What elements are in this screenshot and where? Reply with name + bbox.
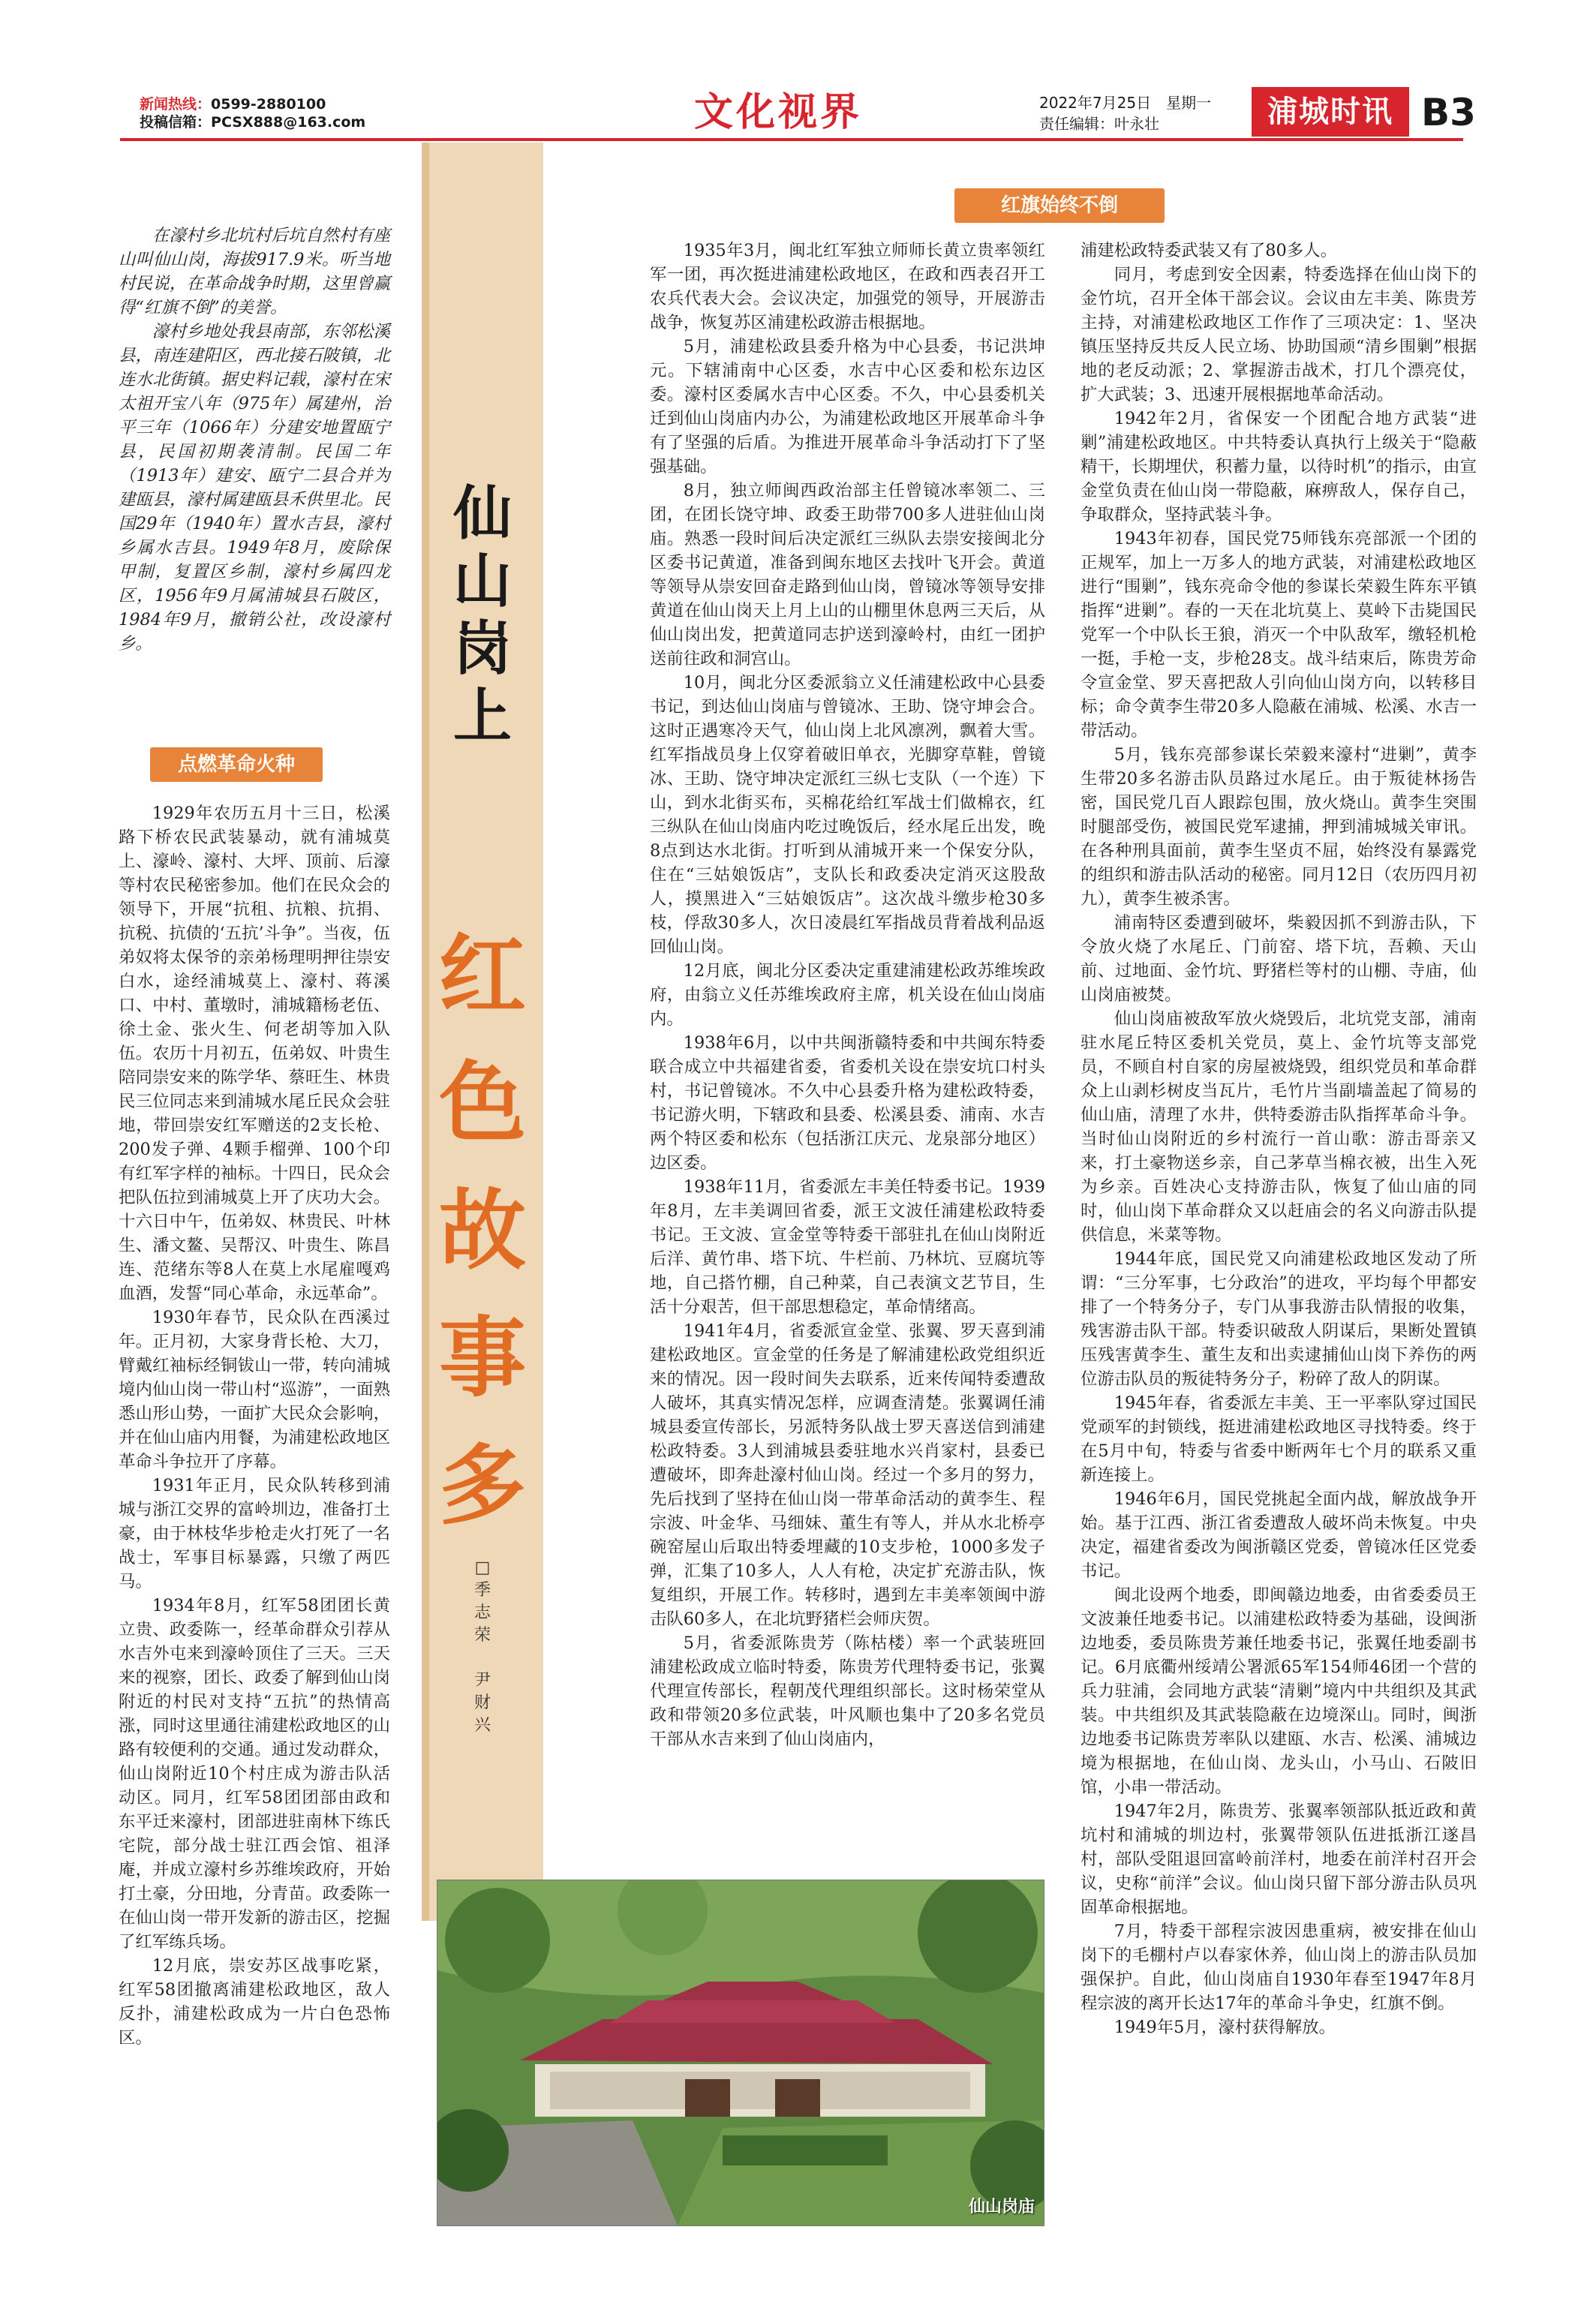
paragraph: 1935年3月，闽北红军独立师师长黄立贵率领红军一团，再次挺进浦建松政地区，在政和西表召开工农兵代表大会。会议决定，加强党的领导，开展游击战争，恢复苏区浦建松政游击根据地。 xyxy=(650,241,1045,332)
headline-main-char: 上 xyxy=(452,683,512,750)
headline-red-char: 故 xyxy=(439,1180,526,1282)
temple-photo xyxy=(437,1880,1044,2226)
column-3-body xyxy=(1081,239,1477,2039)
paragraph: 7月，特委干部程宗波因患重病，被安排在仙山岗下的毛棚村卢以春家休养，仙山岗上的游击队员加强保护。自此，仙山岗庙自1930年春至1947年8月程宗波的离开长达17年的革命斗争史，红旗不倒。 xyxy=(1081,1922,1477,2013)
byline-char: 尹 xyxy=(473,1671,491,1690)
intro-paragraph: 在濠村乡北坑村后坑自然村有座山叫仙山岗，海拔917.9米。听当地村民说，在革命战争时期，这里曾赢得“红旗不倒”的美誉。 xyxy=(119,226,390,317)
temple-photo-illustration xyxy=(437,1880,1044,2225)
paragraph: 10月，闽北分区委派翁立义任浦建松政中心县委书记，到达仙山岗庙与曾镜冰、王助、饶守坤会合。这时正遇寒冷天气，仙山岗上北风凛冽，飘着大雪。红军指战员身上仅穿着破旧单衣，光脚穿草鞋，曾镜冰、王助、饶守坤决定派红三纵七支队（一个连）下山，到水北街买布，买棉花给红军战士们做棉衣，红三纵队在仙山岗庙内吃过晚饭后，经水尾丘出发，晚8点到达水北街。打听到从浦城开来一个保安分队，住在“三姑娘饭店”，支队长和政委决定消灭这股敌人，摸黑进入“三姑娘饭店”。这次战斗缴步枪30多枝，俘敌30多人，次日凌晨红军指战员背着战利品返回仙山岗。 xyxy=(650,673,1045,957)
responsible-editor: 责任编辑：叶永壮 xyxy=(1039,115,1159,133)
paragraph: 1931年正月，民众队转移到浦城与浙江交界的富岭圳边，准备打土豪，由于林枝华步枪走火打死了一名战士，军事目标暴露，只缴了两匹马。 xyxy=(119,1476,390,1591)
byline-char: 荣 xyxy=(473,1626,491,1645)
section-tag-red-flag: 红旗始终不倒 xyxy=(954,188,1165,223)
paragraph: 5月，省委派陈贵芳（陈枯楼）率一个武装班回浦建松政成立临时特委，陈贵芳代理特委书记，张翼代理宣传部长，程朝茂代理组织部长。这时杨荣堂从政和带领20多位武装，叶风顺也集中了20多名党员干部从水吉来到了仙山岗庙内， xyxy=(650,1633,1045,1749)
byline xyxy=(422,1557,543,1737)
paragraph: 1947年2月，陈贵芳、张翼率领部队抵近政和黄坑村和浦城的圳边村，张翼带领队伍进抵浙江遂昌村，部队受阻退回富岭前洋村，地委在前洋村召开会议，史称“前洋”会议。仙山岗只留下部分游击队员巩固革命根据地。 xyxy=(1081,1802,1477,1917)
paragraph: 1938年11月，省委派左丰美任特委书记。1939年8月，左丰美调回省委，派王文波任浦建松政特委书记。王文波、宣金堂等特委干部驻扎在仙山岗附近后洋、黄竹串、塔下坑、牛栏前、乃林坑、豆腐坑等地，自己搭竹棚，自己种菜，自己表演文艺节目，生活十分艰苦，但干部思想稳定，革命情绪高。 xyxy=(650,1177,1045,1317)
submission-email: 投稿信箱：PCSX888@163.com xyxy=(140,114,366,131)
paragraph: 1942年2月，省保安一个团配合地方武装“进剿”浦建松政地区。中共特委认真执行上级关于“隐蔽精干，长期埋伏，积蓄力量，以待时机”的指示，由宣金堂负责在仙山岗一带隐蔽，麻痹敌人，保存自己，争取群众，坚持武装斗争。 xyxy=(1081,409,1477,524)
byline-char: 兴 xyxy=(473,1716,491,1735)
paragraph: 1943年初春，国民党75师钱东亮部派一个团的正规军，加上一万多人的地方武装，对浦建松政地区进行“围剿”，钱东亮命令他的参谋长荣毅生阵东平镇指挥“进剿”。春的一天在北坑莫上、莫岭下击毙国民党军一个中队长王狼，消灭一个中队敌军，缴轻机枪一挺，手枪一支，步枪28支。战斗结束后，陈贵芳命令宣金堂、罗天喜把敌人引向仙山岗方向，以转移目标；命令黄李生带20多人隐蔽在浦城、松溪、水吉一带活动。 xyxy=(1081,529,1477,741)
headline-red-char: 多 xyxy=(439,1435,526,1537)
headline-main-char: 仙 xyxy=(452,480,512,548)
byline-char: 志 xyxy=(473,1603,491,1622)
paragraph-continued: 浦建松政特委武装又有了80多人。 xyxy=(1081,241,1337,260)
photo-caption: 仙山岗庙 xyxy=(968,2198,1035,2216)
masthead-logo: 浦城时讯 xyxy=(1252,87,1409,137)
section-title: 文化视界 xyxy=(694,90,863,135)
byline-char: □ xyxy=(474,1558,491,1577)
intro-paragraph: 濠村乡地处我县南部，东邻松溪县，南连建阳区，西北接石陂镇，北连水北街镇。据史料记载，濠村在宋太祖开宝八年（975年）属建州，治平三年（1066年）分建安地置瓯宁县，民国初期袭清制。民国二年（1913年）建安、瓯宁二县合并为建瓯县，濠村属建瓯县禾供里北。民国29年（1940年）置水吉县，濠村乡属水吉县。1949年8月，废除保甲制，复置区乡制，濠村乡属四龙区，1956年9月属浦城县石陂区，1984年9月，撤销公社，改设濠村乡。 xyxy=(119,322,390,654)
headline-red-char: 红 xyxy=(439,924,526,1026)
paragraph: 1929年农历五月十三日，松溪路下桥农民武装暴动，就有浦城莫上、濠岭、濠村、大坪、顶前、后濠等村农民秘密参加。他们在民众会的领导下，开展“抗租、抗粮、抗捐、抗税、抗债的‘五抗’斗争”。当夜，伍弟奴将太保爷的亲弟杨理明押往崇安白水，途经浦城莫上、濠村、蒋溪口、中村、董墩时，浦城籍杨老伍、徐土金、张火生、何老胡等加入队伍。农历十月初五，伍弟奴、叶贵生陪同崇安来的陈学华、蔡旺生、林贵民三位同志来到浦城水尾丘民众会驻地，带回崇安红军赠送的2支长枪、200发子弹、4颗手榴弹、100个印有红军字样的袖标。十四日，民众会把队伍拉到浦城莫上开了庆功大会。十六日中午，伍弟奴、林贵民、叶林生、潘文鳌、吴帮汉、叶贵生、陈昌连、范绪东等8人在莫上水尾雇嘎鸡血酒，发誓“同心革命，永远革命”。 xyxy=(119,804,390,1303)
news-hotline: 新闻热线：0599-2880100 xyxy=(140,96,326,113)
paragraph: 5月，浦建松政县委升格为中心县委，书记洪坤元。下辖浦南中心区委，水吉中心区委和松东边区委。濠村区委属水吉中心区委。不久，中心县委机关迁到仙山岗庙内办公，为浦建松政地区开展革命斗争有了坚强的后盾。为推进开展革命斗争活动打下了坚强基础。 xyxy=(650,337,1045,476)
paragraph: 5月，钱东亮部参谋长荣毅来濠村“进剿”，黄李生带20多名游击队员路过水尾丘。由于叛徒林扬告密，国民党几百人跟踪包围，放火烧山。黄李生突围时腿部受伤，被国民党军逮捕，押到浦城城关审讯。在各种刑具面前，黄李生坚贞不屈，始终没有暴露党的组织和游击队活动的秘密。同月12日（农历四月初九），黄李生被杀害。 xyxy=(1081,745,1477,909)
paragraph: 仙山岗庙被敌军放火烧毁后，北坑党支部，浦南驻水尾丘特区委机关党员，莫上、金竹坑等支部党员，不顾自村自家的房屋被烧毁，组织党员和革命群众上山剥杉树皮当瓦片，毛竹片当副墙盖起了简易的仙山庙，清理了水井，供特委游击队指挥革命斗争。当时仙山岗附近的乡村流行一首山歌：游击哥亲又来，打土豪物送乡亲，自己茅草当棉衣被，出生入死为乡亲。百姓决心支持游击队，恢复了仙山庙的同时，仙山岗下革命群众又以赶庙会的名义向游击队提供信息，米菜等物。 xyxy=(1081,1009,1477,1245)
paragraph: 闽北设两个地委，即闽赣边地委，由省委委员王文波兼任地委书记。以浦建松政特委为基础，设闽浙边地委，委员陈贵芳兼任地委书记，张翼任地委副书记。6月底衢州绥靖公署派65军154师46团一个营的兵力驻浦，会同地方武装“清剿”境内中共组织及其武装。中共组织及其武装隐蔽在边境深山。同时，闽浙边地委书记陈贵芳率队以建瓯、水吉、松溪、浦城边境为根据地，在仙山岗、龙头山，小马山、石陂旧馆，小串一带活动。 xyxy=(1081,1585,1477,1797)
headline-red xyxy=(422,912,543,1549)
paragraph: 同月，考虑到安全因素，特委选择在仙山岗下的金竹坑，召开全体干部会议。会议由左丰美、陈贵芳主持，对浦建松政地区工作作了三项决定：1、坚决镇压坚持反共反人民立场、协助国顽“清乡围剿”根据地的老反动派；2、掌握游击战术，打几个漂亮仗，扩大武装；3、迅速开展根据地革命活动。 xyxy=(1081,265,1477,404)
column-1-body xyxy=(119,801,390,2050)
issue-date: 2022年7月25日 星期一 xyxy=(1039,94,1212,112)
headline-main-char: 岗 xyxy=(452,615,512,683)
headline-main xyxy=(422,480,543,750)
paragraph: 1930年春节，民众队在西溪过年。正月初，大家身背长枪、大刀，臂戴红袖标经铜钹山一带，转向浦城境内仙山岗一带山村“巡游”，一面熟悉山形山势，一面扩大民众会影响，并在仙山庙内用餐，为浦建松政地区革命斗争拉开了序幕。 xyxy=(119,1308,390,1471)
byline-char xyxy=(422,1647,543,1669)
paragraph: 1941年4月，省委派宣金堂、张翼、罗天喜到浦建松政地区。宣金堂的任务是了解浦建松政党组织近来的情况。因一段时间失去联系，近来传闻特委遭敌人破坏，其真实情况怎样，应调查清楚。张翼调任浦城县委宣传部长，另派特务队战士罗天喜送信到浦建松政特委。3人到浦城县委驻地水兴肖家村，县委已遭破坏，即奔赴濠村仙山岗。经过一个多月的努力，先后找到了坚持在仙山岗一带革命活动的黄李生、程宗波、叶金华、马细妹、董生有等人，并从水北桥亭碗窑屋山后取出特委埋藏的10支步枪，1000多发子弹，汇集了10多人，人人有枪，决定扩充游击队，恢复组织，开展工作。转移时，遇到左丰美率领闽中游击队60多人，在北坑野猪栏会师庆贺。 xyxy=(650,1321,1045,1629)
page-number: B3 xyxy=(1421,91,1476,134)
paragraph: 12月底，闽北分区委决定重建浦建松政苏维埃政府，由翁立义任苏维埃政府主席，机关设在仙山岗庙内。 xyxy=(650,961,1045,1029)
paragraph: 8月，独立师闽西政治部主任曾镜冰率领二、三团，在团长饶守坤、政委王助带700多人进驻仙山岗庙。熟悉一段时间后决定派红三纵队去崇安接闽北分区委书记黄道，准备到闽东地区去找叶飞开会。黄道等领导从崇安回奋走路到仙山岗，曾镜冰等领导安排黄道在仙山岗天上月上山的山棚里休息两三天后，从仙山岗出发，把黄道同志护送到濠岭村，由红一团护送前往政和洞宫山。 xyxy=(650,481,1045,669)
headline-red-char: 色 xyxy=(439,1052,526,1154)
section-tag-kindle-revolution: 点燃革命火种 xyxy=(150,747,323,782)
headline-red-char: 事 xyxy=(439,1307,526,1409)
byline-char: 季 xyxy=(473,1581,491,1600)
byline-char: 财 xyxy=(473,1693,491,1712)
paragraph: 12月底，崇安苏区战事吃紧，红军58团撤离浦建松政地区，敌人反扑，浦建松政成为一片白色恐怖区。 xyxy=(119,1956,390,2048)
header-rule xyxy=(120,138,1463,141)
paragraph: 浦南特区委遭到破坏，柴毅因抓不到游击队，下令放火烧了水尾丘、门前窑、塔下坑，吾赖、天山前、过地面、金竹坑、野猪栏等村的山棚、寺庙，仙山岗庙被焚。 xyxy=(1081,913,1477,1005)
headline-main-char: 山 xyxy=(452,548,512,615)
paragraph: 1934年8月，红军58团团长黄立贵、政委陈一，经革命群众引荐从水吉外屯来到濠岭顶住了三天。三天来的视察，团长、政委了解到仙山岗附近的村民对支持“五抗”的热情高涨，同时这里通往浦建松政地区的山路有较便利的交通。通过发动群众，仙山岗附近10个村庄成为游击队活动区。同月，红军58团团部由政和东平迁来濠村，团部进驻南林下练氏宅院，部分战士驻江西会馆、祖泽庵，并成立濠村乡苏维埃政府，开始打土豪，分田地，分青苗。政委陈一在仙山岗一带开发新的游击区，挖掘了红军练兵场。 xyxy=(119,1596,390,1952)
paragraph: 1944年底，国民党又向浦建松政地区发动了所谓：“三分军事，七分政治”的进攻，平均每个甲都安排了一个特务分子，专门从事我游击队情报的收集，残害游击队干部。特委识破敌人阴谋后，果断处置镇压残害黄李生、董生友和出卖逮捕仙山岗下养伤的两位游击队员的叛徒特务分子，粉碎了敌人的阴谋。 xyxy=(1081,1249,1477,1389)
paragraph: 1945年春，省委派左丰美、王一平率队穿过国民党顽军的封锁线，挺进浦建松政地区寻找特委。终于在5月中旬，特委与省委中断两年七个月的联系又重新连接上。 xyxy=(1081,1393,1477,1485)
paragraph: 1949年5月，濠村获得解放。 xyxy=(1114,2018,1336,2037)
intro-text xyxy=(119,224,390,656)
paragraph: 1938年6月，以中共闽浙赣特委和中共闽东特委联合成立中共福建省委，省委机关设在崇安坑口村头村，书记曾镜冰。不久中心县委升格为建松政特委，书记游火明，下辖政和县委、松溪县委、浦南、水吉两个特区委和松东（包括浙江庆元、龙泉部分地区）边区委。 xyxy=(650,1033,1045,1173)
column-2-body xyxy=(650,239,1045,1751)
paragraph: 1946年6月，国民党挑起全面内战，解放战争开始。基于江西、浙江省委遭敌人破坏尚未恢复。中央决定，福建省委改为闽浙赣区党委，曾镜冰任区党委书记。 xyxy=(1081,1489,1477,1581)
